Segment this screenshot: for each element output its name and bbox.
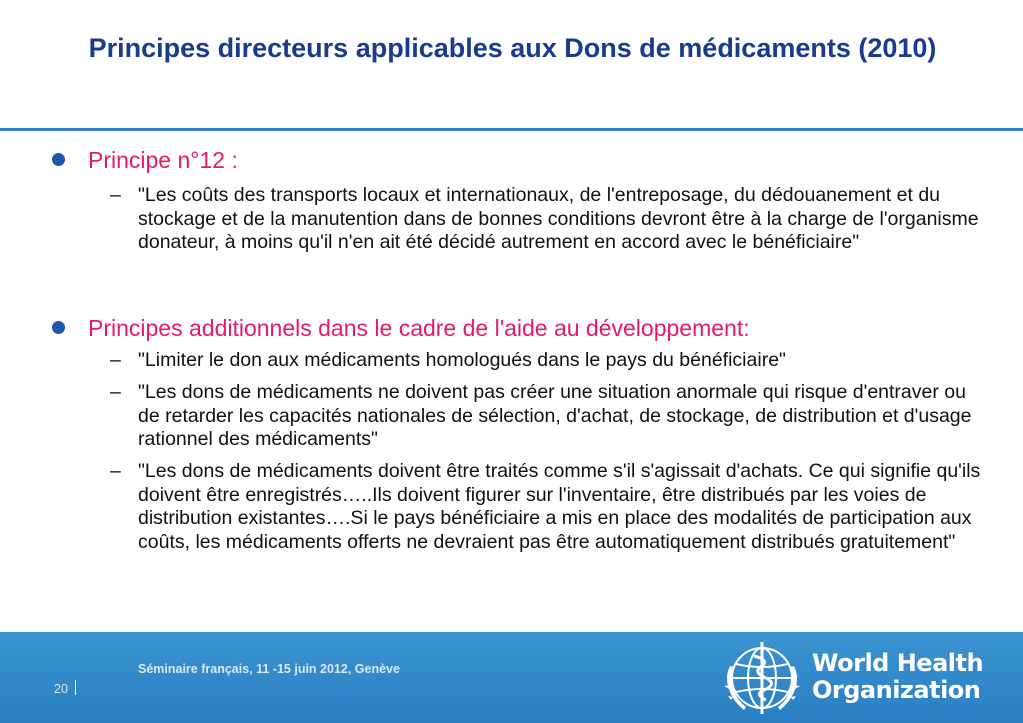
- sub-item-text: "Les coûts des transports locaux et internationaux, de l'entreposage, du dédouanement et du stockage et de la manutention dans de bonnes conditions devront être à la charge de l'organisme donateur, à moins qu'il n'en ait été décidé autrement en accord avec le bénéficiaire": [138, 184, 979, 253]
- who-emblem-icon: [720, 636, 804, 720]
- dash-marker: –: [110, 349, 121, 371]
- sub-item-text: "Les dons de médicaments doivent être traités comme s'il s'agissait d'achats. Ce qui signifie qu'ils doivent être enregistrés…..Ils doivent figurer sur l'inventaire, être distribués par les voies de distribution existantes….Si le pays bénéficiaire a mis en place des modalités de participation aux coûts, les médicaments offerts ne devraient pas être automatiquement distribués gratuitement": [138, 460, 981, 553]
- bullet-dot-icon: [52, 153, 65, 166]
- dash-marker: –: [110, 184, 121, 206]
- bullet-dot-icon: [52, 321, 65, 334]
- who-name-line2: Organization: [812, 676, 981, 704]
- bullet-label: Principe n°12 :: [88, 147, 238, 173]
- page-separator: [75, 680, 76, 695]
- page-number: 20: [54, 682, 68, 696]
- title-divider: [0, 128, 1023, 131]
- who-name: [812, 650, 983, 704]
- dash-marker: –: [110, 460, 121, 482]
- slide-title: Principes directeurs applicables aux Dons de médicaments (2010): [88, 33, 937, 63]
- footer-bar: [0, 632, 1023, 723]
- sub-item-text: "Limiter le don aux médicaments homologués dans le pays du bénéficiaire": [138, 349, 786, 371]
- sub-item-text: "Les dons de médicaments ne doivent pas créer une situation anormale qui risque d'entraver ou de retarder les capacités nationales de sélection, d'achat, de stockage, de distribution et d'usage rationnel des médicaments": [138, 381, 972, 450]
- bullet-label: Principes additionnels dans le cadre de l'aide au développement:: [88, 315, 750, 341]
- dash-marker: –: [110, 381, 121, 403]
- who-name-line1: World Health: [812, 649, 984, 677]
- footer-event: Séminaire français, 11 -15 juin 2012, Genève: [138, 662, 400, 676]
